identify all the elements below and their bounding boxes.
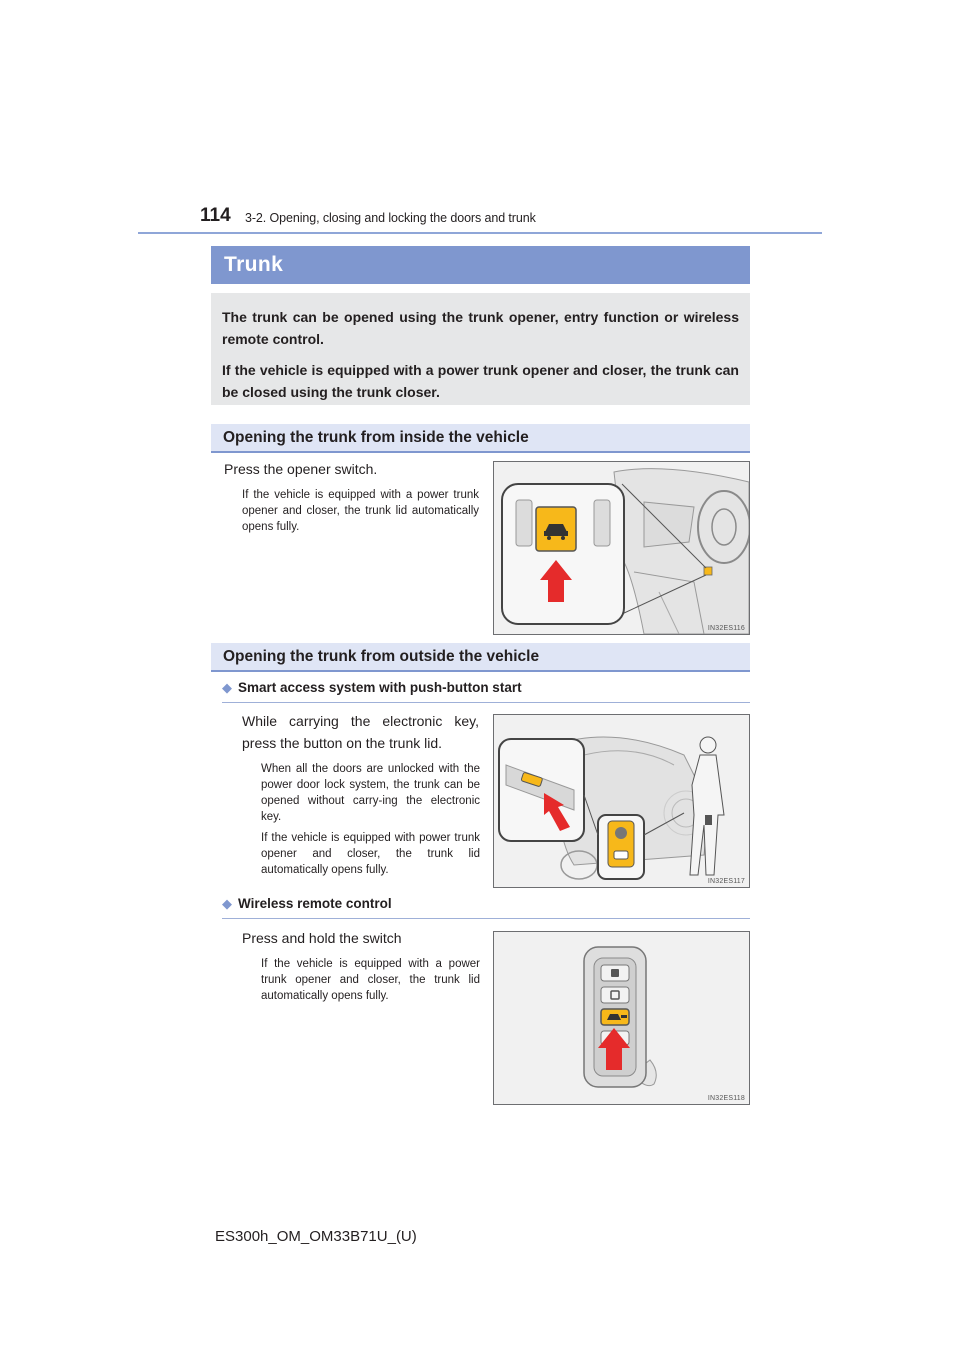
smart-access-note-1: When all the doors are unlocked with the power door lock system, the trunk can be opened without carry-ing the electronic key. [261, 763, 480, 823]
smart-access-note-2: If the vehicle is equipped with power trunk opener and closer, the trunk lid automatically opens fully. [261, 832, 480, 876]
smart-access-heading [222, 680, 750, 703]
diamond-bullet-icon: ◆ [222, 680, 232, 695]
wireless-remote-instruction: Press and hold the switch [242, 930, 402, 946]
wireless-remote-figure-code: IN32ES118 [707, 1095, 745, 1102]
header-rule [138, 232, 822, 234]
section-title: Trunk [211, 246, 750, 284]
intro-box [211, 293, 750, 405]
diamond-bullet-icon: ◆ [222, 896, 232, 911]
page-number: 114 [200, 205, 231, 226]
wireless-remote-heading [222, 896, 750, 919]
inside-heading: Opening the trunk from inside the vehicle [211, 424, 750, 453]
smart-access-notes [261, 761, 480, 883]
smart-access-figure-code: IN32ES117 [707, 878, 745, 885]
wireless-remote-figure [493, 931, 750, 1105]
wireless-remote-note: If the vehicle is equipped with a power trunk opener and closer, the trunk lid automatically opens fully. [261, 958, 480, 1002]
inside-note: If the vehicle is equipped with a power trunk opener and closer, the trunk lid automatically opens fully. [242, 489, 479, 533]
inside-figure-code: IN32ES116 [707, 625, 745, 632]
smart-access-instruction: While carrying the electronic key, press the button on the trunk lid. [242, 713, 479, 751]
wireless-remote-heading-text: Wireless remote control [238, 896, 392, 911]
smart-access-heading-text: Smart access system with push-button start [238, 680, 522, 695]
smart-access-figure [493, 714, 750, 888]
running-header: 3-2. Opening, closing and locking the doors and trunk [245, 211, 536, 225]
document-code: ES300h_OM_OM33B71U_(U) [215, 1228, 417, 1245]
intro-paragraph-2: If the vehicle is equipped with a power trunk opener and closer, the trunk can be closed using the trunk closer. [222, 362, 739, 400]
inside-figure [493, 461, 750, 635]
intro-paragraph-1: The trunk can be opened using the trunk opener, entry function or wireless remote control. [222, 309, 739, 347]
inside-instruction: Press the opener switch. [224, 461, 378, 477]
outside-heading: Opening the trunk from outside the vehicle [211, 643, 750, 672]
